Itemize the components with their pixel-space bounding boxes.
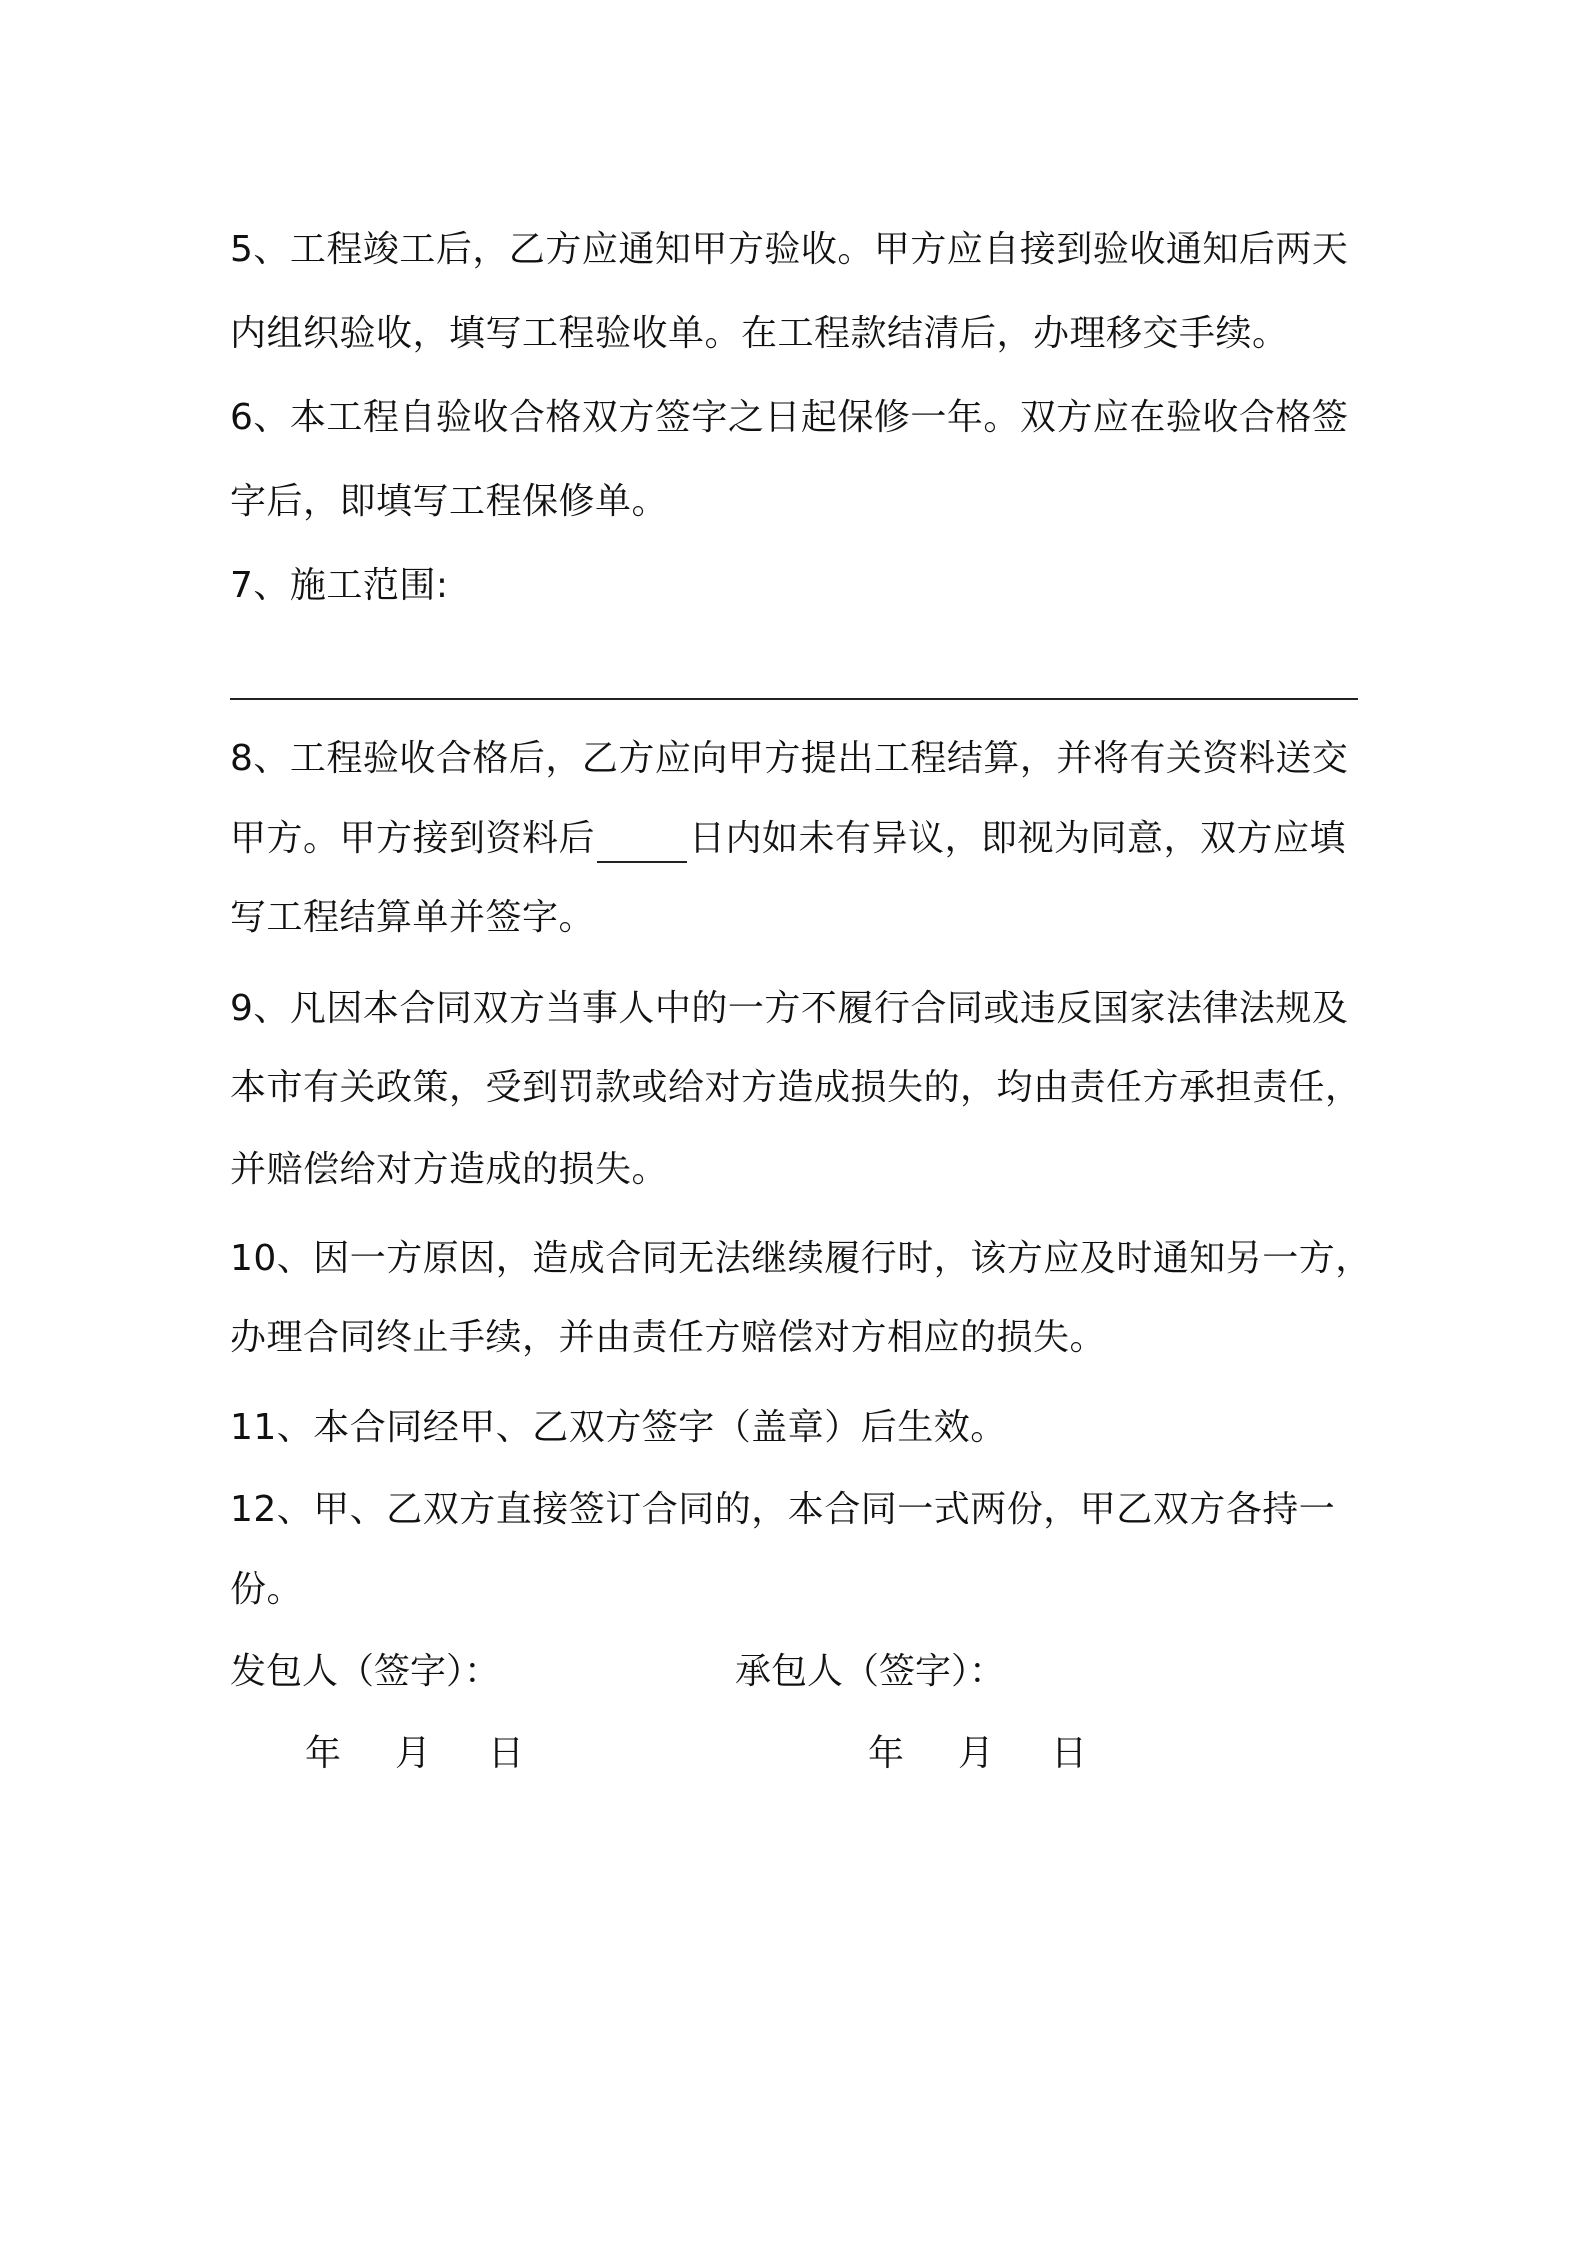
clause-9-line-2: 本市有关政策，受到罚款或给对方造成损失的，均由责任方承担责任， — [230, 1067, 1362, 1108]
party-a-signature-label: 发包人（签字）： — [230, 1651, 501, 1692]
clause-10-line-1: 10、因一方原因，造成合同无法继续履行时，该方应及时通知另一方， — [230, 1238, 1372, 1279]
clause-9-line-1: 9、凡因本合同双方当事人中的一方不履行合同或违反国家法律法规及 — [230, 988, 1349, 1029]
clause-6-line-1: 6、本工程自验收合格双方签字之日起保修一年。双方应在验收合格签 — [230, 397, 1349, 438]
party-b-day: 日 — [1051, 1733, 1088, 1774]
clause-7-line-1: 7、施工范围: — [230, 565, 449, 606]
clause-5-line-2: 内组织验收，填写工程验收单。在工程款结清后，办理移交手续。 — [230, 313, 1289, 354]
clause-8-line-1: 8、工程验收合格后，乙方应向甲方提出工程结算，并将有关资料送交 — [230, 738, 1349, 779]
party-b-year: 年 — [868, 1733, 905, 1774]
party-a-date — [305, 1730, 524, 1778]
party-a-month: 月 — [395, 1733, 432, 1774]
clause-8-line-2-before-blank: 甲方。甲方接到资料后 — [230, 818, 596, 859]
party-b-month: 月 — [958, 1733, 995, 1774]
clause-8-line-3: 写工程结算单并签字。 — [230, 897, 596, 938]
clause-12-line-2: 份。 — [230, 1569, 304, 1610]
party-a-year: 年 — [305, 1733, 342, 1774]
days-blank-field — [597, 821, 687, 863]
clause-6-line-2: 字后，即填写工程保修单。 — [230, 481, 669, 522]
party-b-signature-label: 承包人（签字）： — [735, 1651, 1006, 1692]
clause-9-line-3: 并赔偿给对方造成的损失。 — [230, 1149, 669, 1190]
party-a-day: 日 — [488, 1733, 525, 1774]
clause-8-line-2-after-blank: 日内如未有异议，即视为同意，双方应填 — [689, 818, 1347, 859]
clause-11-line-1: 11、本合同经甲、乙双方签字（盖章）后生效。 — [230, 1407, 1007, 1448]
clause-8-line-2 — [230, 815, 1380, 863]
clause-12-line-1: 12、甲、乙双方直接签订合同的，本合同一式两份，甲乙双方各持一 — [230, 1489, 1336, 1530]
party-b-date — [868, 1730, 1087, 1778]
clause-5-line-1: 5、工程竣工后，乙方应通知甲方验收。甲方应自接到验收通知后两天 — [230, 229, 1349, 270]
clause-10-line-2: 办理合同终止手续，并由责任方赔偿对方相应的损失。 — [230, 1317, 1107, 1358]
construction-scope-blank-line — [230, 698, 1358, 700]
